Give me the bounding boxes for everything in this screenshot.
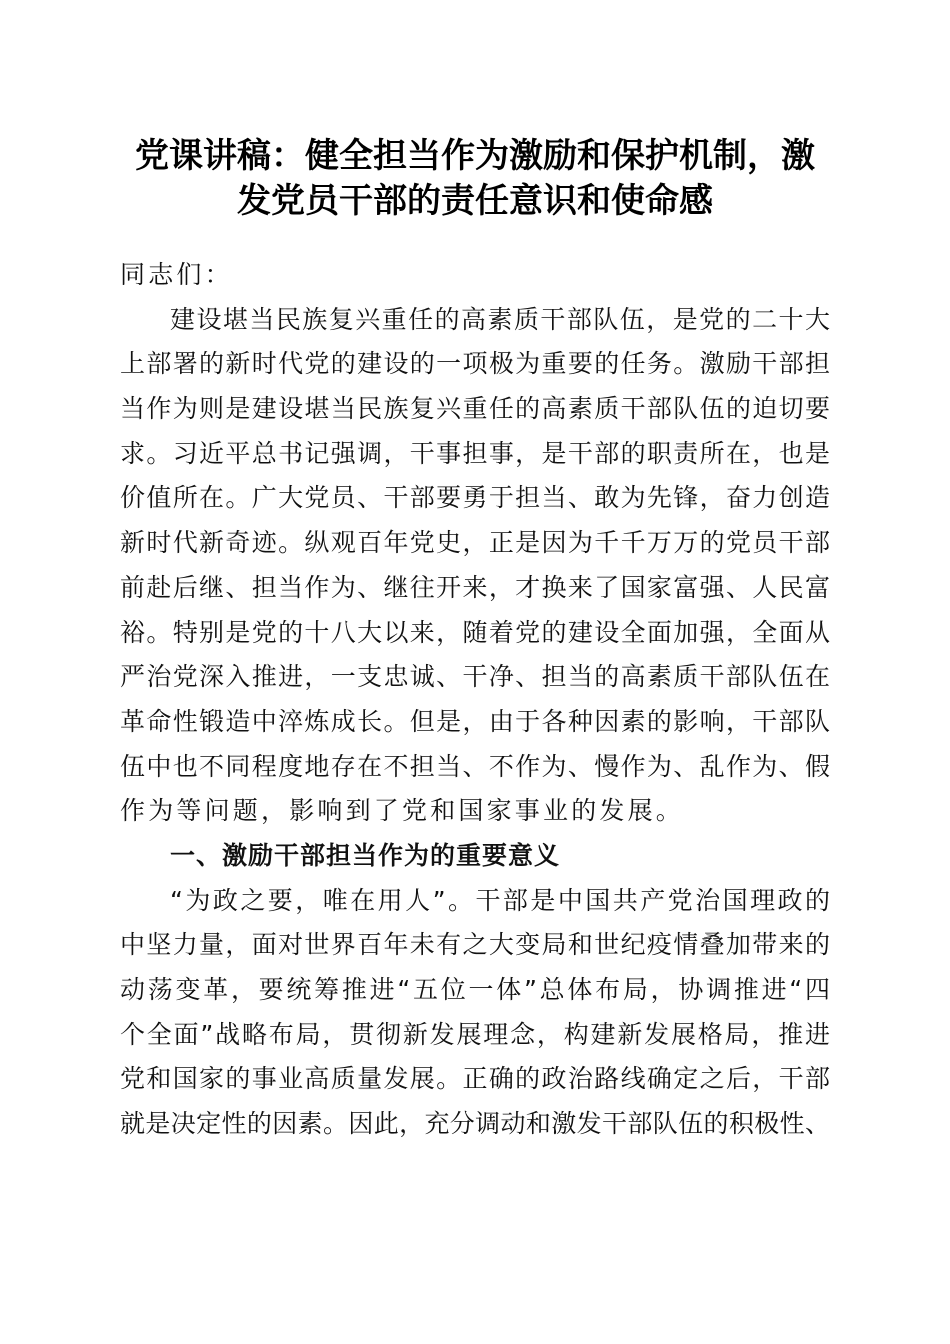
paragraph-line: 上部署的新时代党的建设的一项极为重要的任务。激励干部担 (120, 349, 830, 379)
salutation: 同志们： (120, 260, 233, 289)
paragraph-line: 裕。特别是党的十八大以来，随着党的建设全面加强，全面从 (120, 617, 830, 647)
title-line-1: 党课讲稿：健全担当作为激励和保护机制，激 (135, 136, 815, 176)
section-heading: 一、激励干部担当作为的重要意义 (170, 840, 561, 870)
paragraph-1 (120, 298, 830, 834)
paragraph-line: 严治党深入推进，一支忠诚、干净、担当的高素质干部队伍在 (120, 662, 830, 692)
paragraph-line: 动荡变革，要统筹推进“五位一体”总体布局，协调推进“四 (120, 975, 830, 1004)
document-title (100, 134, 850, 224)
paragraph-line: 建设堪当民族复兴重任的高素质干部队伍，是党的二十大 (170, 304, 830, 334)
paragraph-line: 新时代新奇迹。纵观百年党史，正是因为千千万万的党员干部 (120, 528, 830, 558)
paragraph-line: 作为等问题，影响到了党和国家事业的发展。 (120, 796, 685, 826)
paragraph-line: 中坚力量，面对世界百年未有之大变局和世纪疫情叠加带来的 (120, 930, 830, 960)
document-body (120, 253, 830, 1147)
paragraph-2 (120, 879, 830, 1147)
paragraph-line: 革命性锻造中淬炼成长。但是，由于各种因素的影响，干部队 (120, 706, 830, 736)
paragraph-line: 前赴后继、担当作为、继往开来，才换来了国家富强、人民富 (120, 572, 830, 602)
paragraph-line: 党和国家的事业高质量发展。正确的政治路线确定之后，干部 (120, 1064, 830, 1094)
paragraph-line: 就是决定性的因素。因此，充分调动和激发干部队伍的积极性、 (120, 1109, 830, 1139)
paragraph-line: 个全面”战略布局，贯彻新发展理念，构建新发展格局，推进 (120, 1019, 830, 1049)
paragraph-line: “为政之要，唯在用人”。干部是中国共产党治国理政的 (170, 885, 830, 915)
paragraph-line: 当作为则是建设堪当民族复兴重任的高素质干部队伍的迫切要 (120, 394, 830, 424)
title-line-2: 发党员干部的责任意识和使命感 (237, 181, 713, 221)
paragraph-line: 求。习近平总书记强调，干事担事，是干部的职责所在，也是 (120, 438, 830, 468)
paragraph-line: 价值所在。广大党员、干部要勇于担当、敢为先锋，奋力创造 (120, 483, 830, 513)
paragraph-line: 伍中也不同程度地存在不担当、不作为、慢作为、乱作为、假 (120, 751, 830, 781)
